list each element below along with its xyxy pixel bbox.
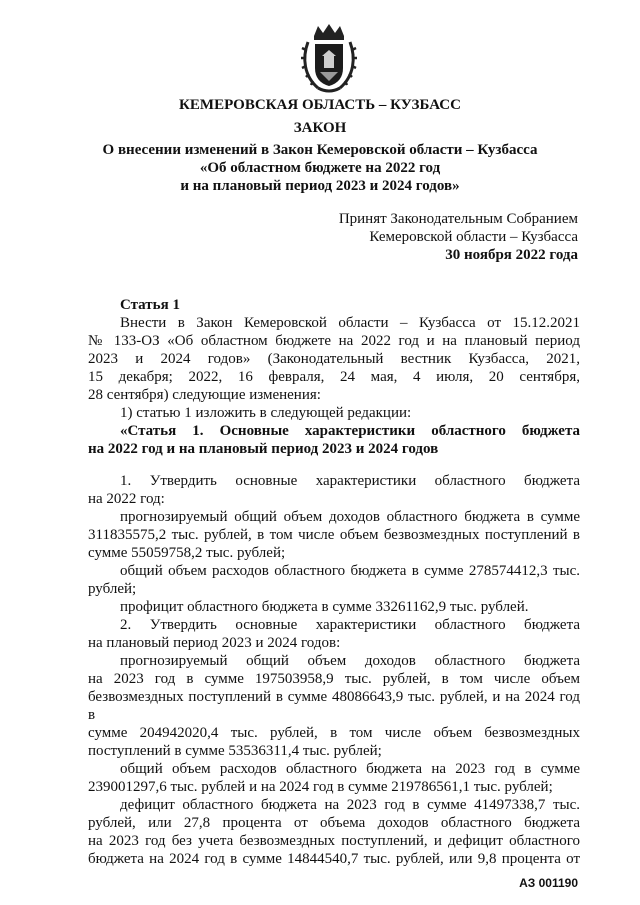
intro-line-4: 15 декабря; 2022, 16 февраля, 24 мая, 4 июля, 20 сентября,: [88, 369, 580, 385]
coat-of-arms-icon: [300, 22, 358, 94]
expenses-plan-line-2: 239001297,6 тыс. рублей и на 2024 год в сумме 219786561,1 тыс. рублей;: [88, 779, 553, 795]
law-title-line-2: «Об областном бюджете на 2022 год: [199, 160, 441, 176]
law-title-line-3: и на плановый период 2023 и 2024 годов»: [180, 178, 460, 194]
article-title-line-1: «Статья 1. Основные характеристики областного бюджета: [120, 423, 580, 439]
law-title-line-1: О внесении изменений в Закон Кемеровской области – Кузбасса: [102, 142, 538, 158]
expenses-2022-line-1: общий объем расходов областного бюджета в сумме 278574412,3 тыс.: [120, 563, 580, 579]
revenue-plan-line-1: прогнозируемый общий объем доходов областного бюджета: [120, 653, 580, 669]
clause-2-line-1: 2. Утвердить основные характеристики областного бюджета: [120, 617, 580, 633]
clause-2-line-2: на плановый период 2023 и 2024 годов:: [88, 635, 341, 651]
deficit-plan-line-3: на 2023 год без учета безвозмездных поступлений, и дефицит областного: [88, 833, 580, 849]
adoption-line-1: Принят Законодательным Собранием: [338, 211, 578, 227]
region-name: КЕМЕРОВСКАЯ ОБЛАСТЬ – КУЗБАСС: [179, 97, 461, 113]
clause-1-line-2: на 2022 год:: [88, 491, 165, 507]
deficit-plan-line-4: бюджета на 2024 год в сумме 14844540,7 тыс. рублей, или 9,8 процента от: [88, 851, 580, 867]
intro-line-2: № 133-ОЗ «Об областном бюджете на 2022 год и на плановый период: [88, 333, 580, 349]
revenue-2022-line-3: сумме 55059758,2 тыс. рублей;: [88, 545, 286, 561]
revenue-plan-line-3: безвозмездных поступлений в сумме 48086643,9 тыс. рублей, и на 2024 год в: [88, 689, 580, 723]
revenue-2022-line-2: 311835575,2 тыс. рублей, в том числе объем безвозмездных поступлений в: [88, 527, 580, 543]
revenue-2022-line-1: прогнозируемый общий объем доходов областного бюджета в сумме: [120, 509, 580, 525]
clause-1-line-1: 1. Утвердить основные характеристики областного бюджета: [120, 473, 580, 489]
revenue-plan-line-5: поступлений в сумме 53536311,4 тыс. рублей;: [88, 743, 382, 759]
expenses-plan-line-1: общий объем расходов областного бюджета на 2023 год в сумме: [120, 761, 580, 777]
document-serial-code: АЗ 001190: [519, 876, 578, 890]
intro-line-1: Внести в Закон Кемеровской области – Кузбасса от 15.12.2021: [120, 315, 580, 331]
document-type: ЗАКОН: [293, 120, 347, 136]
amendment-item-1: 1) статью 1 изложить в следующей редакции:: [120, 405, 412, 421]
surplus-2022: профицит областного бюджета в сумме 33261162,9 тыс. рублей.: [120, 599, 529, 615]
law-body: [88, 296, 580, 868]
adoption-date: 30 ноября 2022 года: [445, 247, 578, 263]
deficit-plan-line-2: рублей, или 27,8 процента от объема доходов областного бюджета: [88, 815, 580, 831]
article-title-line-2: на 2022 год и на плановый период 2023 и 2024 годов: [88, 441, 439, 457]
revenue-plan-line-4: сумме 204942020,4 тыс. рублей, в том числе объем безвозмездных: [88, 725, 580, 741]
intro-line-5: 28 сентября) следующие изменения:: [88, 387, 321, 403]
expenses-2022-line-2: рублей;: [88, 581, 137, 597]
deficit-plan-line-1: дефицит областного бюджета на 2023 год в сумме 41497338,7 тыс.: [120, 797, 580, 813]
adoption-line-2: Кемеровской области – Кузбасса: [369, 229, 578, 245]
intro-line-3: 2023 и 2024 годов» (Законодательный вестник Кузбасса, 2021,: [88, 351, 580, 367]
revenue-plan-line-2: на 2023 год в сумме 197503958,9 тыс. рублей, в том числе объем: [88, 671, 580, 687]
article-heading: Статья 1: [120, 297, 180, 313]
